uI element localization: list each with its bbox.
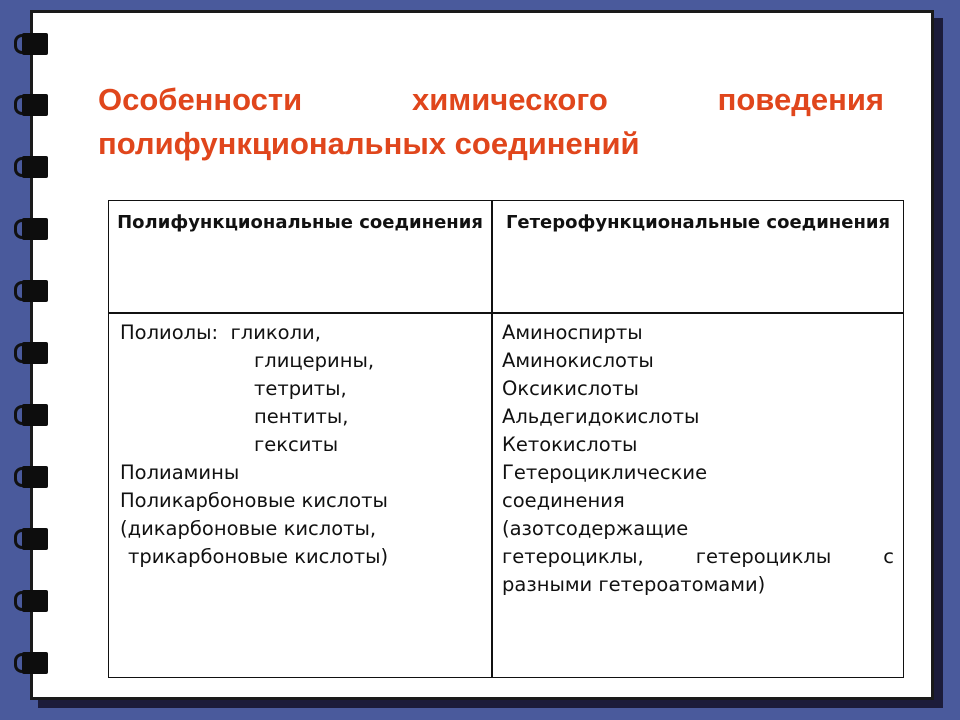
binder-ring-icon	[12, 218, 48, 240]
slide-title	[98, 78, 884, 166]
list-item: соединения	[502, 489, 625, 512]
polyol-item: тетриты,	[254, 377, 347, 400]
title-line-1	[98, 78, 884, 122]
column-divider	[491, 201, 493, 677]
list-item: разными гетероатомами)	[502, 573, 766, 596]
comparison-table	[108, 200, 904, 678]
list-item: Гетероциклические	[502, 461, 708, 484]
binder-ring-icon	[12, 342, 48, 364]
list-item	[502, 543, 894, 571]
list-item: Поликарбоновые кислоты	[120, 489, 388, 512]
binder-ring-icon	[12, 652, 48, 674]
list-item: (дикарбоновые кислоты,	[120, 517, 377, 540]
polyol-item: гекситы	[254, 433, 339, 456]
list-word: с	[883, 545, 894, 568]
list-word: гетероциклы	[695, 545, 832, 568]
binder-ring-icon	[12, 33, 48, 55]
heterofunctional-list	[502, 319, 894, 599]
binder-ring-icon	[12, 94, 48, 116]
title-line-2: полифункциональных соединений	[98, 126, 640, 161]
binder-ring-icon	[12, 528, 48, 550]
list-item: Кетокислоты	[502, 433, 638, 456]
list-item: Аминокислоты	[502, 349, 654, 372]
header-divider	[109, 312, 903, 314]
polyols-label: Полиолы:	[120, 321, 219, 344]
title-word: Особенности	[98, 82, 303, 117]
list-item: Оксикислоты	[502, 377, 639, 400]
list-item: трикарбоновые кислоты)	[128, 545, 389, 568]
header-heterofunctional: Гетерофункциональные соединения	[505, 212, 891, 233]
list-item	[120, 319, 485, 347]
binder-ring-icon	[12, 590, 48, 612]
list-item: Полиамины	[120, 461, 240, 484]
binder-ring-icon	[12, 156, 48, 178]
binder-ring-icon	[12, 280, 48, 302]
binder-ring-icon	[12, 404, 48, 426]
list-word: гетероциклы,	[502, 545, 644, 568]
binder-ring-icon	[12, 466, 48, 488]
title-word: химического	[411, 82, 608, 117]
header-polyfunctional: Полифункциональные соединения	[117, 212, 483, 233]
polyol-item: гликоли,	[230, 321, 321, 344]
polyol-item: пентиты,	[254, 405, 349, 428]
polyol-item: глицерины,	[254, 349, 375, 372]
list-item: Аминоспирты	[502, 321, 643, 344]
binder-rings	[0, 0, 60, 720]
list-item: Альдегидокислоты	[502, 405, 700, 428]
list-item: (азотсодержащие	[502, 517, 689, 540]
polyfunctional-list	[120, 319, 485, 571]
title-word: поведения	[717, 82, 884, 117]
